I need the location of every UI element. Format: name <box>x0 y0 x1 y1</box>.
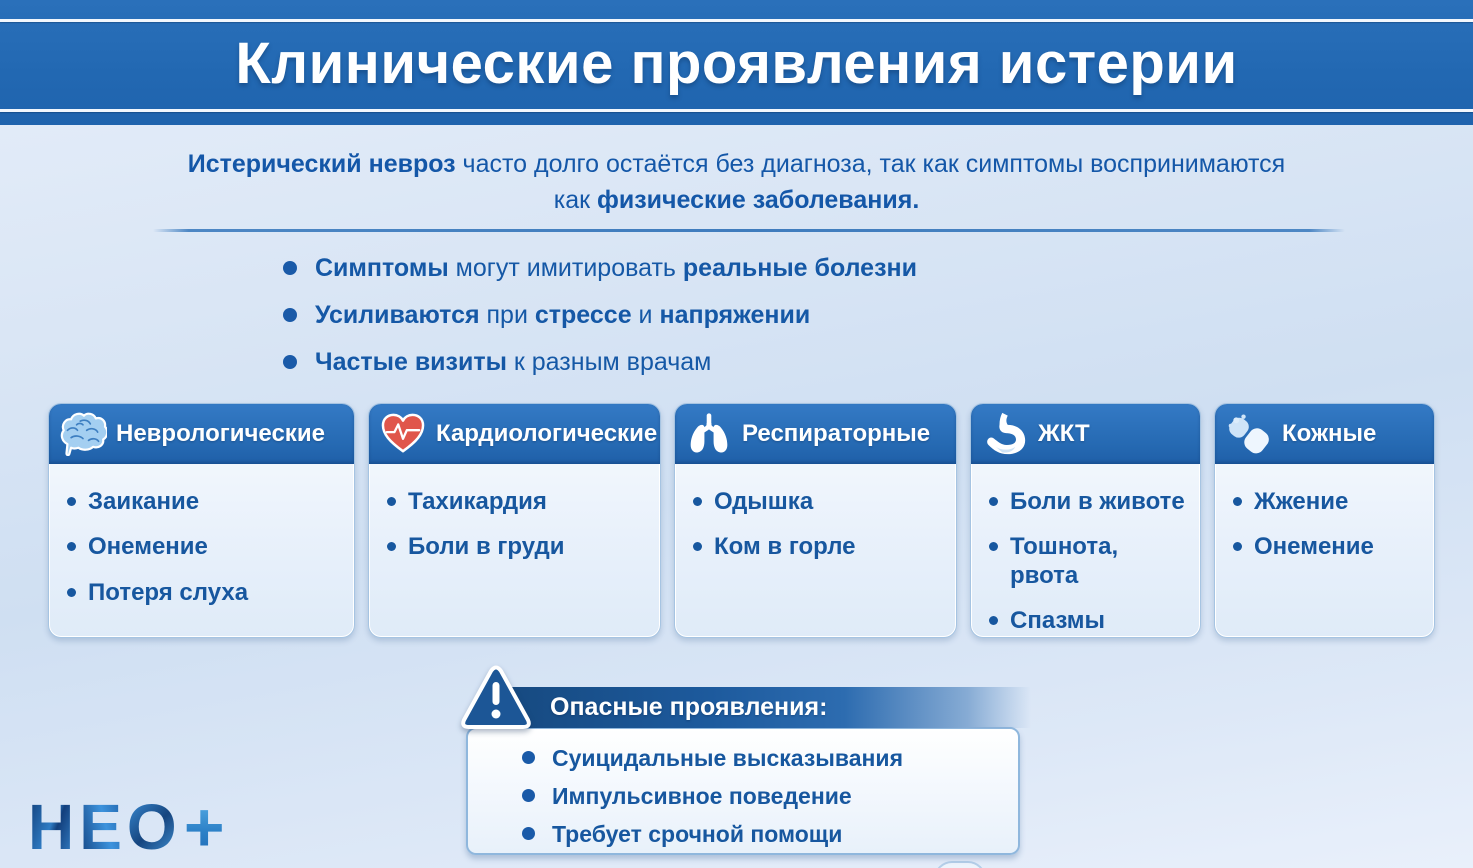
category-card <box>48 403 355 638</box>
emphasis-text: . <box>912 186 920 215</box>
brain-icon <box>59 410 107 458</box>
logo-plus-icon: + <box>183 788 230 866</box>
page-title: Клинические проявления истерии <box>235 31 1238 96</box>
category-symptom-list <box>675 464 956 562</box>
warning-item: Суицидальные высказывания <box>522 744 1018 772</box>
symptom-item: Спазмы <box>987 607 1188 635</box>
logo-letter: Н <box>28 791 80 863</box>
category-title: Кожные <box>1282 420 1377 447</box>
category-card <box>368 403 661 638</box>
category-symptom-list <box>971 464 1200 635</box>
emphasis-text: Усиливаются <box>315 301 480 329</box>
emphasis-text: реальные болезни <box>682 254 917 282</box>
plain-text: и <box>631 301 660 329</box>
symptom-item: Онемение <box>65 533 342 561</box>
emphasis-text: Истерический невроз <box>187 150 456 178</box>
warning-header <box>498 687 1031 728</box>
category-card-header <box>369 404 660 464</box>
logo-letter: Е <box>79 791 127 863</box>
category-card <box>970 403 1201 638</box>
symptom-item: Тошнота, рвота <box>987 533 1188 590</box>
category-card-header <box>1215 404 1434 464</box>
intro-text <box>147 146 1327 219</box>
category-card-header <box>675 404 956 464</box>
stomach-icon <box>981 410 1029 458</box>
symptom-item: Боли в груди <box>385 533 648 561</box>
logo-letter: О <box>126 791 182 863</box>
symptom-item: Онемение <box>1231 533 1422 561</box>
key-point-item <box>283 301 917 330</box>
banner-top-line <box>0 19 1473 22</box>
heart-icon <box>379 410 427 458</box>
plain-text: к разным врачам <box>506 348 712 376</box>
plain-text: могут имитировать <box>448 254 683 282</box>
category-card-header <box>49 404 354 464</box>
plain-text: часто долго остаётся без диагноза, так как симптомы воспринимаются <box>455 150 1286 178</box>
category-title: Кардиологические <box>436 420 658 447</box>
symptom-item: Заикание <box>65 488 342 516</box>
lungs-icon <box>685 410 733 458</box>
category-symptom-list <box>1215 464 1434 562</box>
category-card <box>1214 403 1435 638</box>
neo-plus-logo <box>28 788 230 866</box>
emphasis-text: физические заболевания <box>597 186 913 215</box>
emphasis-text: стрессе <box>534 301 632 329</box>
warning-list <box>466 727 1020 855</box>
warning-item: Требует срочной помощи <box>522 820 1018 848</box>
category-symptom-list <box>369 464 660 562</box>
symptom-item: Боли в животе <box>987 488 1188 516</box>
symptom-item: Потеря слуха <box>65 579 342 607</box>
category-title: Респираторные <box>742 420 931 447</box>
emphasis-text: Симптомы <box>315 254 449 282</box>
plain-text: как <box>553 186 597 215</box>
category-card <box>674 403 957 638</box>
warning-title: Опасные проявления: <box>550 693 828 721</box>
symptom-category-cards <box>48 403 1435 638</box>
skin-icon <box>1225 410 1273 458</box>
key-point-item <box>283 348 917 377</box>
category-title: ЖКТ <box>1038 420 1090 447</box>
key-points-list <box>283 254 917 395</box>
symptom-item: Одышка <box>691 488 944 516</box>
banner-bottom-line <box>0 109 1473 112</box>
decorative-shape <box>934 861 986 868</box>
category-symptom-list <box>49 464 354 607</box>
warning-item: Импульсивное поведение <box>522 782 1018 810</box>
warning-triangle-icon <box>458 663 534 738</box>
title-banner <box>0 0 1473 125</box>
section-divider <box>153 229 1345 232</box>
key-point-item <box>283 254 917 283</box>
symptom-item: Ком в горле <box>691 533 944 561</box>
emphasis-text: Частые визиты <box>315 348 507 376</box>
plain-text: при <box>479 301 535 329</box>
symptom-item: Жжение <box>1231 488 1422 516</box>
category-title: Неврологические <box>116 420 325 447</box>
symptom-item: Тахикардия <box>385 488 648 516</box>
category-card-header <box>971 404 1200 464</box>
emphasis-text: напряжении <box>659 301 811 329</box>
